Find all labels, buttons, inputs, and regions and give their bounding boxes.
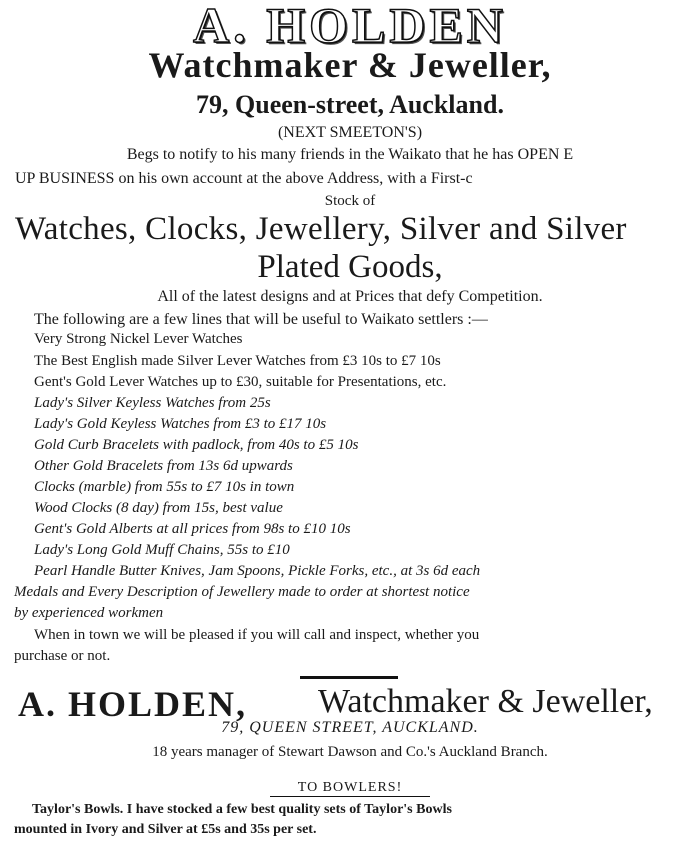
signature-address: 79, QUEEN STREET, AUCKLAND. [221,719,479,736]
bowlers-line-1: Taylor's Bowls. I have stocked a few best quality sets of Taylor's Bowls [32,802,452,817]
divider [300,676,398,679]
intro-line-1: Begs to notify to his many friends in the Waikato that he has OPEN E [126,146,574,163]
next-to-note: (NEXT SMEETON'S) [277,124,423,141]
closing-line-2: purchase or not. [14,648,111,664]
intro-line-2: UP BUSINESS on his own account at the above Address, with a First-c [15,170,473,187]
list-item: Clocks (marble) from 55s to £7 10s in town [34,479,295,495]
list-item: Other Gold Bracelets from 13s 6d upwards [34,458,293,474]
stock-of-text: Stock of [324,193,376,209]
signature-years: 18 years manager of Stewart Dawson and Co.'s Auckland Branch. [152,744,548,760]
list-item: by experienced workmen [14,605,164,621]
address-heading: 79, Queen-street, Auckland. [196,90,504,119]
bowlers-line-2: mounted in Ivory and Silver at £5s and 35s per set. [14,822,317,837]
list-item: Medals and Every Description of Jewellery made to order at shortest notice [14,584,470,600]
latest-designs-text: All of the latest designs and at Prices that defy Competition. [157,288,543,305]
signature-name: A. HOLDEN, [18,684,248,724]
list-item: The Best English made Silver Lever Watches from £3 10s to £7 10s [34,353,441,369]
trade-heading: Watchmaker & Jeweller, [148,45,552,85]
list-item: Wood Clocks (8 day) from 15s, best value [34,500,283,516]
signature-title: Watchmaker & Jeweller, [318,683,653,720]
list-item: Lady's Gold Keyless Watches from £3 to £17 10s [34,416,327,432]
following-lines-text: The following are a few lines that will be useful to Waikato settlers :— [34,311,488,328]
closing-line-1: When in town we will be pleased if you will call and inspect, whether you [34,627,480,643]
bowlers-heading: TO BOWLERS! [0,780,700,796]
list-item: Lady's Long Gold Muff Chains, 55s to £10 [34,542,290,558]
list-item: Gent's Gold Lever Watches up to £30, suitable for Presentations, etc. [34,374,447,390]
banner-heading: A. HOLDEN [193,0,507,53]
list-item: Gent's Gold Alberts at all prices from 98s to £10 10s [34,521,351,537]
list-item: Very Strong Nickel Lever Watches [34,331,243,347]
list-item: Pearl Handle Butter Knives, Jam Spoons, Pickle Forks, etc., at 3s 6d each [34,563,481,579]
list-item: Lady's Silver Keyless Watches from 25s [34,395,271,411]
goods-heading-line-2: Plated Goods, [257,249,443,285]
list-item: Gold Curb Bracelets with padlock, from 40s to £5 10s [34,437,359,453]
goods-heading-line-1: Watches, Clocks, Jewellery, Silver and Silver [15,211,627,247]
